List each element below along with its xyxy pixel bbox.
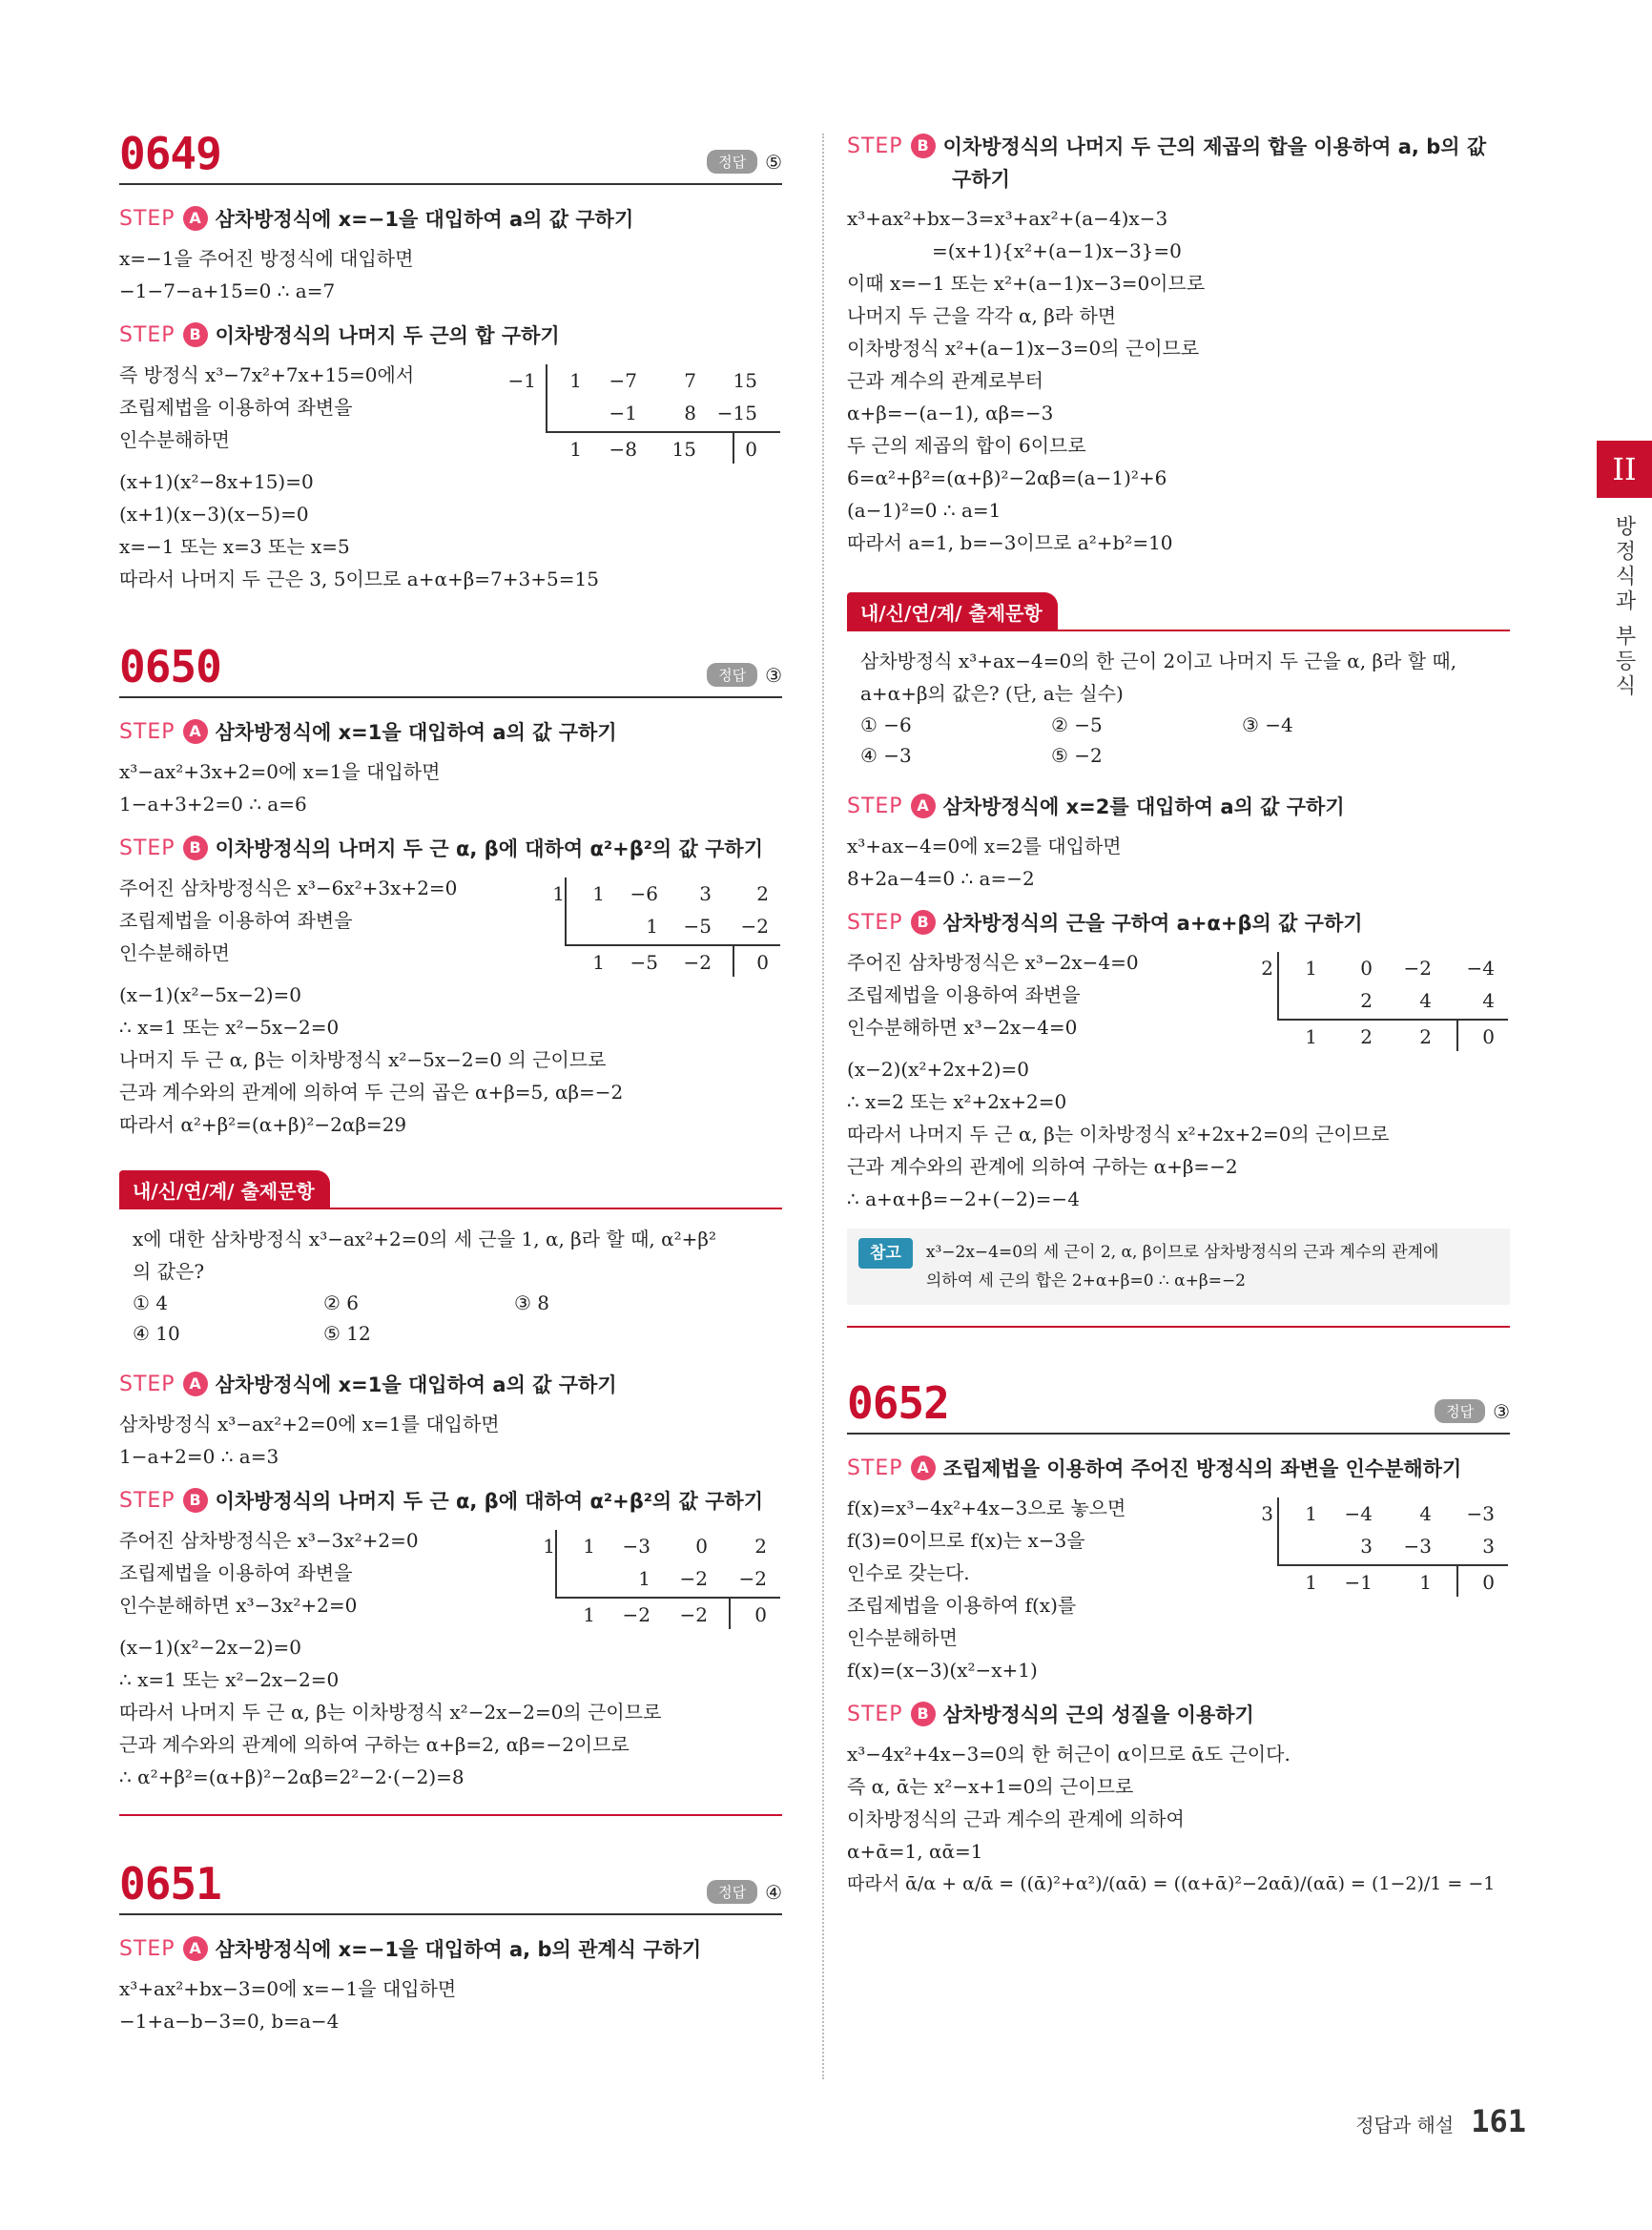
- choice: ⑤ 12: [323, 1322, 371, 1345]
- step-title: 조립제법을 이용하여 주어진 방정식의 좌변을 인수분해하기: [942, 1457, 1462, 1480]
- syn-cell: 0: [754, 1603, 767, 1626]
- answer-badge: 정답: [707, 150, 757, 174]
- syn-cell: −3: [622, 1535, 650, 1558]
- syn-cell: 4: [1482, 989, 1495, 1012]
- syn-cell: 1: [592, 951, 605, 974]
- related-question: [119, 1223, 782, 1288]
- syn-cell: 2: [1360, 989, 1373, 1012]
- solution-line: ∴ x=1 또는 x²−5x−2=0: [119, 1016, 340, 1039]
- syn-cell: −2: [679, 1603, 708, 1626]
- footer-label: 정답과 해설: [1355, 2114, 1455, 2137]
- related-problem-tab: 내/신/연/계/ 출제문항: [847, 592, 1058, 631]
- syn-cell: −5: [630, 951, 658, 974]
- solution-line: 인수로 갖는다.: [847, 1561, 970, 1584]
- step-title: 이차방정식의 나머지 두 근의 합 구하기: [215, 324, 560, 347]
- step-b: [119, 834, 782, 862]
- step-badge: B: [911, 134, 936, 158]
- syn-cell: 4: [1419, 989, 1432, 1012]
- syn-cell: 1: [583, 1535, 595, 1558]
- syn-cell: −4: [1344, 1502, 1373, 1525]
- syn-cell: 2: [1360, 1025, 1373, 1048]
- solution-line: 인수분해하면 x³−2x−4=0: [847, 1016, 1078, 1039]
- syn-cell: −4: [1466, 957, 1495, 980]
- step-label: STEP: [119, 1372, 176, 1396]
- question-line: x에 대한 삼차방정식 x³−ax²+2=0의 세 근을 1, α, β라 할 때, α²+β²: [133, 1228, 716, 1250]
- syn-cell: 2: [1419, 1025, 1432, 1048]
- syn-cell: −2: [738, 1567, 767, 1590]
- step-a: [119, 1370, 782, 1398]
- solution-line: x³+ax²+bx−3=0에 x=−1을 대입하면: [119, 1977, 457, 2000]
- solution-line: (a−1)²=0 ∴ a=1: [847, 499, 1002, 522]
- step-title: 삼차방정식에 x=−1을 대입하여 a의 값 구하기: [215, 208, 634, 231]
- related-problem-bar: [847, 591, 1510, 631]
- solution-line: x³−ax²+3x+2=0에 x=1을 대입하면: [119, 760, 441, 783]
- answer-number: ⑤: [765, 150, 782, 174]
- syn-cell: 1: [592, 882, 605, 905]
- choice: ① 4: [133, 1291, 169, 1314]
- step-badge: A: [183, 1936, 208, 1961]
- note-line: x³−2x−4=0의 세 근이 2, α, β이므로 삼차방정식의 근과 계수의 관계에: [925, 1243, 1439, 1262]
- syn-cell: 1: [1305, 957, 1317, 980]
- question-line: a+α+β의 값은? (단, a는 실수): [860, 682, 1124, 705]
- step-a: [847, 1454, 1510, 1482]
- step-label: STEP: [119, 322, 176, 347]
- step-label: STEP: [847, 134, 903, 158]
- step-badge: A: [183, 719, 208, 744]
- answer: [1435, 1399, 1510, 1423]
- step-badge: A: [183, 1372, 208, 1396]
- step-b: [847, 1700, 1510, 1728]
- syn-root: 2: [1261, 957, 1273, 980]
- solution-block: [847, 1053, 1510, 1215]
- syn-cell: 1: [1305, 1571, 1317, 1594]
- solution-block: [119, 242, 782, 307]
- solution-block: [847, 1738, 1510, 1900]
- syn-cell: 2: [754, 1535, 767, 1558]
- choice: ② −5: [1051, 713, 1103, 736]
- step-label: STEP: [119, 836, 176, 860]
- syn-cell: −1: [1344, 1571, 1373, 1594]
- step-badge: B: [183, 836, 208, 860]
- left-column: [119, 124, 782, 2043]
- step-label: STEP: [119, 206, 176, 231]
- syn-cell: −8: [609, 438, 637, 461]
- syn-cell: 0: [756, 951, 769, 974]
- syn-root: 3: [1261, 1502, 1273, 1525]
- solution-line: ∴ x=2 또는 x²+2x+2=0: [847, 1090, 1067, 1113]
- step-title: 삼차방정식에 x=2를 대입하여 a의 값 구하기: [942, 795, 1345, 818]
- step-a: [119, 1934, 782, 1963]
- synthetic-division-table: [525, 1526, 782, 1631]
- synthetic-division-table: [506, 361, 782, 465]
- solution-block: [119, 755, 782, 820]
- synthetic-division-block: [847, 946, 1510, 1053]
- syn-cell: 3: [1360, 1535, 1373, 1558]
- solution-line: 근과 계수와의 관계에 의하여 구하는 α+β=−2: [847, 1155, 1238, 1178]
- syn-cell: 1: [569, 438, 582, 461]
- solution-line: α+β=−(a−1), αβ=−3: [847, 402, 1054, 424]
- answer-number: ④: [765, 1880, 782, 1904]
- section-end-rule: [119, 1814, 782, 1816]
- syn-cell: 0: [1482, 1025, 1495, 1048]
- problem-0651-header: [119, 1854, 782, 1915]
- solution-line: 근과 계수의 관계로부터: [847, 369, 1043, 392]
- syn-cell: −2: [740, 915, 769, 938]
- syn-cell: −7: [609, 369, 637, 392]
- solution-line: ∴ x=1 또는 x²−2x−2=0: [119, 1668, 340, 1691]
- solution-block: [119, 1631, 782, 1793]
- step-label: STEP: [119, 719, 176, 744]
- answer-number: ③: [765, 663, 782, 687]
- problem-0649-header: [119, 124, 782, 185]
- synthetic-division-block: [847, 1492, 1510, 1654]
- note-box: [847, 1229, 1510, 1305]
- right-column: [847, 122, 1510, 1906]
- syn-root: 1: [543, 1535, 555, 1558]
- solution-line: ∴ a+α+β=−2+(−2)=−4: [847, 1187, 1080, 1210]
- solution-block: [119, 1972, 782, 2037]
- solution-line: 조립제법을 이용하여 좌변을: [119, 909, 353, 932]
- syn-cell: 0: [1482, 1571, 1495, 1594]
- step-title-continued: 구하기: [952, 168, 1010, 191]
- syn-cell: 8: [684, 402, 696, 424]
- answer: [707, 663, 782, 687]
- problem-number: 0652: [847, 1377, 949, 1429]
- solution-line: 조립제법을 이용하여 f(x)를: [847, 1594, 1077, 1617]
- note-line: 의하여 세 근의 합은 2+α+β=0 ∴ α+β=−2: [925, 1271, 1247, 1291]
- synthetic-division-block: [119, 872, 782, 979]
- syn-root: 1: [552, 882, 565, 905]
- solution-line: 조립제법을 이용하여 좌변을: [847, 983, 1081, 1006]
- answer: [707, 1880, 782, 1904]
- solution-line: 두 근의 제곱의 합이 6이므로: [847, 434, 1086, 457]
- solution-line: 주어진 삼차방정식은 x³−3x²+2=0: [119, 1529, 419, 1552]
- choice: ② 6: [323, 1291, 360, 1314]
- step-title: 삼차방정식에 x=1을 대입하여 a의 값 구하기: [215, 721, 617, 744]
- syn-cell: 1: [569, 369, 582, 392]
- syn-cell: −2: [1403, 957, 1432, 980]
- solution-block: [119, 979, 782, 1141]
- syn-cell: 15: [671, 438, 696, 461]
- solution-line: 나머지 두 근 α, β는 이차방정식 x²−5x−2=0 의 근이므로: [119, 1048, 607, 1071]
- step-title: 이차방정식의 나머지 두 근의 제곱의 합을 이용하여 a, b의 값: [942, 135, 1487, 158]
- syn-cell: 1: [1419, 1571, 1432, 1594]
- step-label: STEP: [847, 910, 903, 935]
- solution-line: 주어진 삼차방정식은 x³−2x−4=0: [847, 951, 1139, 974]
- syn-cell: −2: [622, 1603, 650, 1626]
- step-badge: B: [183, 1488, 208, 1513]
- solution-line: 이차방정식 x²+(a−1)x−3=0의 근이므로: [847, 337, 1200, 360]
- choice: ④ −3: [860, 744, 912, 767]
- synthetic-division-block: [119, 1524, 782, 1631]
- synthetic-division-table: [534, 874, 782, 979]
- step-badge: A: [911, 794, 936, 818]
- choice: ⑤ −2: [1051, 744, 1103, 767]
- syn-cell: 3: [699, 882, 712, 905]
- answer-number: ③: [1493, 1399, 1510, 1423]
- page-number: 161: [1471, 2103, 1526, 2139]
- choice: ① −6: [860, 713, 912, 736]
- syn-cell: 15: [733, 369, 757, 392]
- syn-cell: 2: [756, 882, 769, 905]
- solution-block: [847, 202, 1510, 559]
- step-a: [847, 792, 1510, 820]
- solution-line: 8+2a−4=0 ∴ a=−2: [847, 867, 1035, 890]
- choice: ③ 8: [514, 1291, 550, 1314]
- choices: [119, 1288, 782, 1349]
- answer-badge: 정답: [1435, 1399, 1485, 1423]
- step-label: STEP: [119, 1936, 176, 1961]
- problem-0650-header: [119, 637, 782, 698]
- solution-line: 따라서 나머지 두 근은 3, 5이므로 a+α+β=7+3+5=15: [119, 568, 599, 590]
- section-end-rule: [847, 1326, 1510, 1328]
- syn-cell: 0: [695, 1535, 708, 1558]
- answer-badge: 정답: [707, 1880, 757, 1904]
- note-badge: 참고: [858, 1238, 913, 1269]
- choices: [847, 710, 1510, 771]
- answer: [707, 150, 782, 174]
- problem-number: 0651: [119, 1858, 221, 1910]
- solution-block: [119, 1408, 782, 1473]
- solution-line: α+ᾱ=1, αᾱ=1: [847, 1840, 983, 1863]
- related-problem-tab: 내/신/연/계/ 출제문항: [119, 1170, 330, 1209]
- syn-cell: −3: [1403, 1535, 1432, 1558]
- syn-cell: 1: [1305, 1502, 1317, 1525]
- answer-badge: 정답: [707, 663, 757, 687]
- syn-cell: 4: [1419, 1502, 1432, 1525]
- solution-line: x=−1 또는 x=3 또는 x=5: [119, 535, 350, 558]
- solution-block: [847, 830, 1510, 895]
- syn-root: −1: [507, 369, 536, 392]
- solution-line: 근과 계수와의 관계에 의하여 두 근의 곱은 α+β=5, αβ=−2: [119, 1081, 624, 1104]
- step-b-continued: [847, 164, 1510, 193]
- syn-cell: −6: [630, 882, 658, 905]
- problem-0652-header: [847, 1373, 1510, 1435]
- syn-cell: −3: [1466, 1502, 1495, 1525]
- solution-line: ∴ α²+β²=(α+β)²−2αβ=2²−2·(−2)=8: [119, 1765, 465, 1788]
- solution-line: 근과 계수와의 관계에 의하여 구하는 α+β=2, αβ=−2이므로: [119, 1733, 630, 1756]
- solution-line: 조립제법을 이용하여 좌변을: [119, 396, 353, 419]
- solution-line: (x−2)(x²+2x+2)=0: [847, 1058, 1029, 1081]
- solution-line: 즉 방정식 x³−7x²+7x+15=0에서: [119, 363, 415, 386]
- solution-line: (x+1)(x²−8x+15)=0: [119, 470, 314, 493]
- solution-line: (x−1)(x²−5x−2)=0: [119, 983, 301, 1006]
- syn-cell: 0: [745, 438, 757, 461]
- solution-line: 인수분해하면: [119, 428, 230, 451]
- solution-line: x³−4x²+4x−3=0의 한 허근이 α이므로 ᾱ도 근이다.: [847, 1743, 1291, 1765]
- syn-cell: −2: [683, 951, 712, 974]
- solution-line: −1+a−b−3=0, b=a−4: [119, 2010, 340, 2033]
- solution-line: 인수분해하면: [847, 1626, 958, 1649]
- step-b: [119, 1486, 782, 1515]
- solution-line: 즉 α, ᾱ는 x²−x+1=0의 근이므로: [847, 1775, 1134, 1798]
- step-badge: A: [183, 206, 208, 231]
- step-badge: B: [183, 322, 208, 347]
- solution-line: 삼차방정식 x³−ax²+2=0에 x=1를 대입하면: [119, 1413, 500, 1435]
- synthetic-division-block: [119, 359, 782, 465]
- chapter-tab: II: [1597, 441, 1652, 498]
- syn-cell: −1: [609, 402, 637, 424]
- solution-line: f(3)=0이므로 f(x)는 x−3을: [847, 1529, 1085, 1552]
- synthetic-division-table: [1243, 948, 1510, 1053]
- solution-line: 나머지 두 근을 각각 α, β라 하면: [847, 304, 1117, 327]
- choice: ③ −4: [1242, 713, 1293, 736]
- step-a: [119, 717, 782, 746]
- step-title: 이차방정식의 나머지 두 근 α, β에 대하여 α²+β²의 값 구하기: [215, 1490, 763, 1513]
- solution-line: =(x+1){x²+(a−1)x−3}=0: [847, 239, 1182, 262]
- step-b: [847, 132, 1510, 160]
- solution-line: 1−a+3+2=0 ∴ a=6: [119, 793, 307, 816]
- step-label: STEP: [847, 1702, 903, 1726]
- solution-line: 인수분해하면 x³−3x²+2=0: [119, 1594, 358, 1617]
- question-line: 의 값은?: [133, 1260, 205, 1283]
- solution-line: 1−a+2=0 ∴ a=3: [119, 1445, 279, 1468]
- solution-line: x³+ax²+bx−3=x³+ax²+(a−4)x−3: [847, 207, 1168, 230]
- step-badge: A: [911, 1456, 936, 1480]
- solution-line: 따라서 ᾱ/α + α/ᾱ = ((ᾱ)²+α²)/(αᾱ) = ((α+ᾱ)²−2αᾱ)/(αᾱ) = (1−2)/1 = −1: [847, 1873, 1496, 1894]
- synthetic-division-table: [1243, 1494, 1510, 1599]
- solution-line: (x+1)(x−3)(x−5)=0: [119, 503, 309, 526]
- solution-line: 주어진 삼차방정식은 x³−6x²+3x+2=0: [119, 877, 458, 899]
- footer: [1355, 2103, 1526, 2139]
- solution-line: 따라서 나머지 두 근 α, β는 이차방정식 x²+2x+2=0의 근이므로: [847, 1123, 1390, 1146]
- step-label: STEP: [847, 1456, 903, 1480]
- step-label: STEP: [847, 794, 903, 818]
- syn-cell: 7: [684, 369, 696, 392]
- solution-block: [119, 465, 782, 595]
- syn-cell: −2: [679, 1567, 708, 1590]
- solution-line: 따라서 a=1, b=−3이므로 a²+b²=10: [847, 531, 1173, 554]
- syn-cell: 0: [1360, 957, 1373, 980]
- choice: ④ 10: [133, 1322, 180, 1345]
- problem-number: 0650: [119, 641, 221, 692]
- column-divider: [822, 134, 824, 2079]
- solution-block: [847, 1654, 1510, 1686]
- step-badge: B: [911, 910, 936, 935]
- step-b: [119, 320, 782, 349]
- syn-cell: 1: [1305, 1025, 1317, 1048]
- step-title: 삼차방정식의 근의 성질을 이용하기: [942, 1703, 1254, 1726]
- related-problem-bar: [119, 1169, 782, 1209]
- solution-line: 따라서 α²+β²=(α+β)²−2αβ=29: [119, 1113, 407, 1136]
- solution-line: 이때 x=−1 또는 x²+(a−1)x−3=0이므로: [847, 272, 1206, 295]
- step-title: 삼차방정식에 x=1을 대입하여 a의 값 구하기: [215, 1373, 617, 1396]
- solution-line: 6=α²+β²=(α+β)²−2αβ=(a−1)²+6: [847, 466, 1167, 489]
- syn-cell: 1: [646, 915, 658, 938]
- step-label: STEP: [119, 1488, 176, 1513]
- step-title: 삼차방정식에 x=−1을 대입하여 a, b의 관계식 구하기: [215, 1938, 702, 1961]
- solution-line: −1−7−a+15=0 ∴ a=7: [119, 279, 336, 302]
- syn-cell: −15: [716, 402, 757, 424]
- step-title: 삼차방정식의 근을 구하여 a+α+β의 값 구하기: [942, 912, 1363, 935]
- step-b: [847, 908, 1510, 937]
- solution-line: 인수분해하면: [119, 941, 230, 964]
- solution-line: f(x)=(x−3)(x²−x+1): [847, 1659, 1038, 1682]
- syn-cell: 3: [1482, 1535, 1495, 1558]
- step-title: 이차방정식의 나머지 두 근 α, β에 대하여 α²+β²의 값 구하기: [215, 837, 763, 860]
- solution-line: 따라서 나머지 두 근 α, β는 이차방정식 x²−2x−2=0의 근이므로: [119, 1701, 662, 1724]
- related-question: [847, 645, 1510, 710]
- syn-cell: −5: [683, 915, 712, 938]
- step-badge: B: [911, 1702, 936, 1726]
- problem-number: 0649: [119, 128, 221, 179]
- syn-cell: 1: [638, 1567, 650, 1590]
- solution-line: 조립제법을 이용하여 좌변을: [119, 1561, 353, 1584]
- chapter-title: 방정식과 부등식: [1612, 515, 1636, 699]
- solution-line: x³+ax−4=0에 x=2를 대입하면: [847, 835, 1122, 857]
- question-line: 삼차방정식 x³+ax−4=0의 한 근이 2이고 나머지 두 근을 α, β라 할 때,: [860, 650, 1457, 672]
- syn-cell: 1: [583, 1603, 595, 1626]
- step-a: [119, 204, 782, 233]
- solution-line: f(x)=x³−4x²+4x−3으로 놓으면: [847, 1497, 1126, 1519]
- solution-line: x=−1을 주어진 방정식에 대입하면: [119, 247, 414, 270]
- solution-line: 이차방정식의 근과 계수의 관계에 의하여: [847, 1807, 1185, 1830]
- solution-line: (x−1)(x²−2x−2)=0: [119, 1636, 301, 1659]
